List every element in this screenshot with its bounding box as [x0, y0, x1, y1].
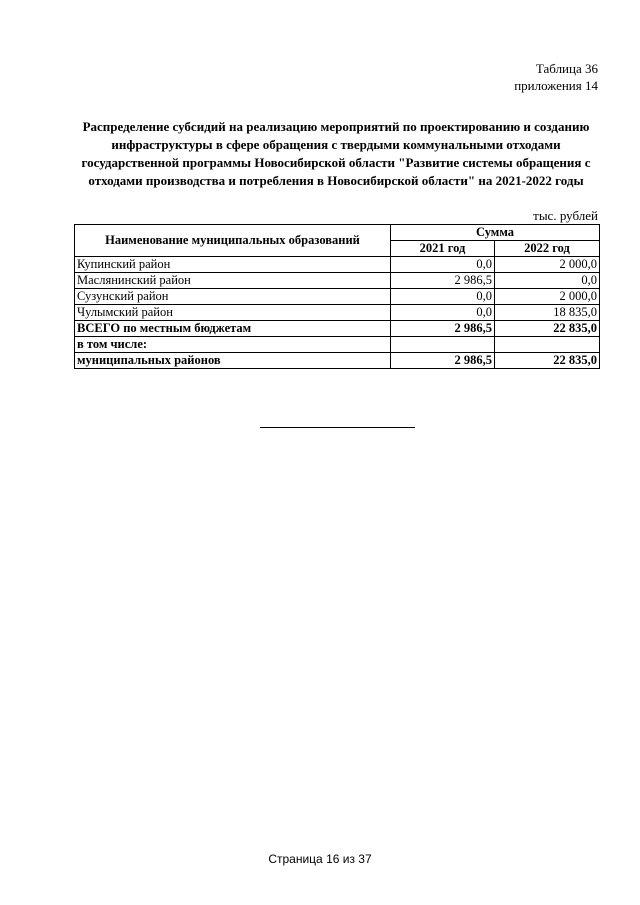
- row-name: ВСЕГО по местным бюджетам: [75, 321, 391, 337]
- row-value-2021: 0,0: [391, 289, 495, 305]
- table-row: [75, 257, 600, 273]
- row-value-2021: 2 986,5: [391, 273, 495, 289]
- subsidies-table: [74, 224, 600, 369]
- units-label: тыс. рублей: [533, 208, 598, 223]
- row-name: Сузунский район: [75, 289, 391, 305]
- table-row: [75, 273, 600, 289]
- column-header-name: Наименование муниципальных образований: [75, 225, 391, 257]
- column-header-2021: 2021 год: [391, 241, 495, 257]
- row-value-2022: 22 835,0: [495, 321, 600, 337]
- row-value-2022: 0,0: [495, 273, 600, 289]
- appendix-number: приложения 14: [514, 78, 598, 93]
- row-name: Маслянинский район: [75, 273, 391, 289]
- row-name: в том числе:: [75, 337, 391, 353]
- row-name: Чулымский район: [75, 305, 391, 321]
- row-value-2022: 2 000,0: [495, 257, 600, 273]
- row-value-2022: 18 835,0: [495, 305, 600, 321]
- total-row: [75, 321, 600, 337]
- table-row: [75, 305, 600, 321]
- table-number: Таблица 36: [535, 61, 598, 76]
- row-value-2022: [495, 337, 600, 353]
- row-value-2021: [391, 337, 495, 353]
- row-value-2021: 2 986,5: [391, 353, 495, 369]
- separator-line: [260, 427, 415, 428]
- row-value-2022: 22 835,0: [495, 353, 600, 369]
- subtotal-row: [75, 353, 600, 369]
- row-value-2022: 2 000,0: [495, 289, 600, 305]
- row-value-2021: 2 986,5: [391, 321, 495, 337]
- row-name: Купинский район: [75, 257, 391, 273]
- table-row: [75, 289, 600, 305]
- column-header-2022: 2022 год: [495, 241, 600, 257]
- subheading-row: [75, 337, 600, 353]
- row-value-2021: 0,0: [391, 305, 495, 321]
- row-value-2021: 0,0: [391, 257, 495, 273]
- document-title: Распределение субсидий на реализацию мероприятий по проектированию и созданию инфраструктуры в сфере обращения с твердыми коммунальными отходами государственной программы Новосибирской области "Развитие системы обращения с отходами производства и потребления в Новосибирской области" на 2021-2022 годы: [81, 119, 591, 188]
- column-header-sum: Сумма: [391, 225, 600, 241]
- row-name: муниципальных районов: [75, 353, 391, 369]
- table-reference: [514, 60, 598, 94]
- page-number: Страница 16 из 37: [268, 852, 372, 866]
